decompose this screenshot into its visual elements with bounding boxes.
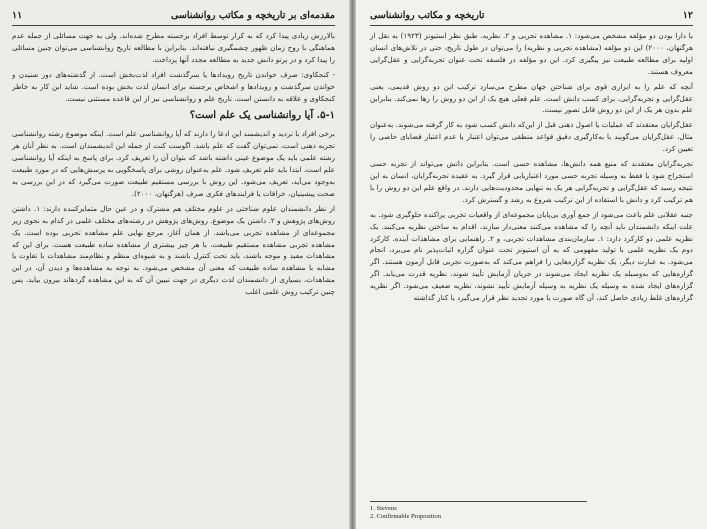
book-gutter xyxy=(349,0,356,529)
footnote: 1. Stevens xyxy=(370,505,397,512)
paragraph: بالارزش زیادی پیدا کرد که به کرار توسط افراد برجسته مطرح شده‌اند. ولی به جهت مسائلی از جمله عدم هماهنگی با روح زمان ظهور چشمگیری نیافته‌اند. بنابراین با مطالعه تاریخ روانشناسی می‌توان چنین مسائلی را پیدا کرد و در پرتو دانش جدید به مطالعه مجدد آنها پرداخت. xyxy=(12,31,335,64)
right-header-title: تاریخچه و مکاتب روانشناسی xyxy=(370,10,485,21)
paragraph: عقل‌گرایان معتقدند که عملیات یا اصول ذهنی قبل از این‌که دانش کسب شود به کار گرفته می‌شوند. به‌عنوان مثال، عقل‌گرایان می‌گویند با به‌کارگیری دقیق قواعد منطقی می‌توان اعتبار یا عدم اعتبار قضایای خاصی را تعیین کرد. xyxy=(370,120,693,154)
paragraph: جنبه عقلانی علم باعث می‌شود از جمع آوری بی‌پایان مجموعه‌ای از واقعیات تجربی پراکنده جلوگیری شود. به علت اینکه دانشمندان باید آنچه را که مشاهده می‌کنند معنی‌دار سازند، اقدام به ساختن نظریه می‌کنند. یک نظریه علمی دو کارکرد دارد: ۱. سازمان‌بندی مشاهدات تجربی، و ۲. راهنمایی برای مشاهدات آینده. کارکرد دوم یک نظریه علمی با تولید مفهومی که به آن استیونز تحت عنوان گزاره اثبات‌پذیر نام می‌برد، انجام می‌شود. به عبارت دیگر، یک نظریه گزاره‌هایی را فراهم می‌کند که به‌صورت تجربی قابل آزمون هستند. اگر گزاره‌هایی که به‌وسیله یک نظریه ایجاد می‌شوند در جریان آزمایش تأیید شوند، نظریه قدرت می‌یابد. اگر گزاره‌های ایجاد شده به وسیله یک نظریه به وسیله آزمایش تأیید نشوند، نظریه ضعیف می‌شود. اگر نظریه گزاره‌های غلط زیادی حاصل کند، آن گاه صورت یا مورد تجدید نظر قرار می‌گیرد یا کنار گذاشته xyxy=(370,209,693,303)
paragraph: تجربه‌گرایان معتقدند که منبع همه دانش‌ها، مشاهده حسی است. بنابراین دانش می‌تواند از تجربه حسی استخراج شود یا فقط به وسیله تجربه حسی مورد اعتباریابی قرار گیرد. به عقیده تجربه‌گرایان، انسان به این نتیجه رسید که عقل‌گرایی و تجربه‌گرایی هر یک به تنهایی محدودیت‌هایی دارند. در واقع علم این دو روش را با هم ترکیب کرد و دانش با استفاده از این ترکیب شروع به رشد و گسترش کرد. xyxy=(370,159,693,204)
right-page-header xyxy=(370,6,693,26)
paragraph: - کنجکاوی: صرف خواندن تاریخ رویدادها یا سرگذشت افراد لذت‌بخش است. از گذشته‌های دور شنیدن و خواندن سرگذشت و رویدادها و اشخاص برجسته برای انسان لذت بخش بوده است. شاید این کار به خاطر کنجکاوی و علاقه به دانستن است. تاریخ علم و روانشناسی نیز از این قاعده مستثنی نیست. xyxy=(12,69,335,103)
left-header-title: مقدمه‌ای بر تاریخچه و مکاتب روانشناسی xyxy=(170,10,335,21)
right-page xyxy=(356,0,707,529)
paragraph: از نظر دانشمندان علوم شناختی در علوم مختلف هم مشترک و در عین حال متمایزکننده دارند: ۱. داشتن روش‌های پژوهش و ۲. داشتن یک موضوع. روش‌های پژوهش در رشته‌های مختلف علمی در کدام به نحوی زیر مجموعه‌ای از مشاهده تجربی می‌باشد. از همان آغاز، مرجع نهایی علم مشاهده تجربی بوده است. یک مشاهده تجربی مشاهده مستقیم طبیعت، با هر چیز بیشتری از مشاهده ساده طبیعت هست. برای این که مشاهدات مفید و موجه باشند، باید تحت کنترل باشند و به شیوه‌ای منظم و نظام‌مند مشاهدات با تفاوت یا مشابه با مشاهده ساده طبیعت که معنی آن مشخص می‌شود. به توجه به مشاهده‌ها و دیدن آن، در این مشاهدات، بسیاری از دانشمندان لذت دیگری در جهت تبیین آن که به این مشاهده گردهاند بیرون بیاید. پس چنین ترکیب روش علمی اغلب xyxy=(12,203,335,297)
footnotes xyxy=(370,501,587,521)
paragraph: با دارا بودن دو مؤلفه مشخص می‌شود: ۱. مشاهده تجربی و ۲. نظریه. طبق نظر استیونز (۱۹۲۳) به نقل از هرگنهان، ۲۰۰۰) این دو مؤلفه (مشاهده تجربی و نظریه) را می‌توان در طول تاریخ، حتی در تلاش‌های انسان اولیه برای مطالعه طبیعت نیز پیگیری کرد. این دو مؤلفه در فلسفه تحت عنوان تجربه‌گرایی و عقل‌گرایی معروف هستند. xyxy=(370,31,694,76)
paragraph: برخی افراد با تردید و اندیشمند این ادعا را دارند که آیا روانشناسی علم است. اینکه موضوع رشته روانشناسی تجربه ذهنی است، نمی‌توان گفت که علم باشد. اگوست کنت از جمله این اندیشمندان است. به نظر آنان هر رشته علمی باید یک موضوع عینی داشته باشد که بتوان آن را تعریف کرد. برای پاسخ به اینکه آیا روانشناسی علم است، ابتدا باید علم تعریف شود. علم به‌عنوان روشی برای پاسخگویی به پرسش‌هایی که در مورد طبیعت به‌وجود می‌آید، تعریف می‌شود. این روش با بررسی مستقیم طبیعت صورت می‌گیرد که در این بررسی به صحت پیشینیان، خرافات یا فرایندهای فکری صرف (هرگنهان، ۲۰۰۰). xyxy=(12,129,335,198)
footnote: 2. Confirmable Proposition xyxy=(370,513,441,520)
paragraph: آنچه که علم را به ابزاری قوی برای شناختن جهان مطرح می‌سازد ترکیب این دو روش قدیمی، یعنی عقل‌گرایی و تجربه‌گرایی، برای کسب دانش است. علم فعلی هیچ یک از این دو روش را رها نمی‌کند. بنابراین علم بدون هر یک از این دو روش قابل تصور نیست. xyxy=(370,81,693,115)
left-page-body xyxy=(12,30,335,525)
left-page-header xyxy=(12,6,335,26)
left-page-number: ۱۱ xyxy=(12,10,23,21)
right-page-number: ۱۲ xyxy=(682,10,693,21)
right-page-body xyxy=(370,30,693,489)
section-heading: ۵-۱. آیا روانشناسی یک علم است؟ xyxy=(189,110,335,122)
left-page xyxy=(0,0,349,529)
